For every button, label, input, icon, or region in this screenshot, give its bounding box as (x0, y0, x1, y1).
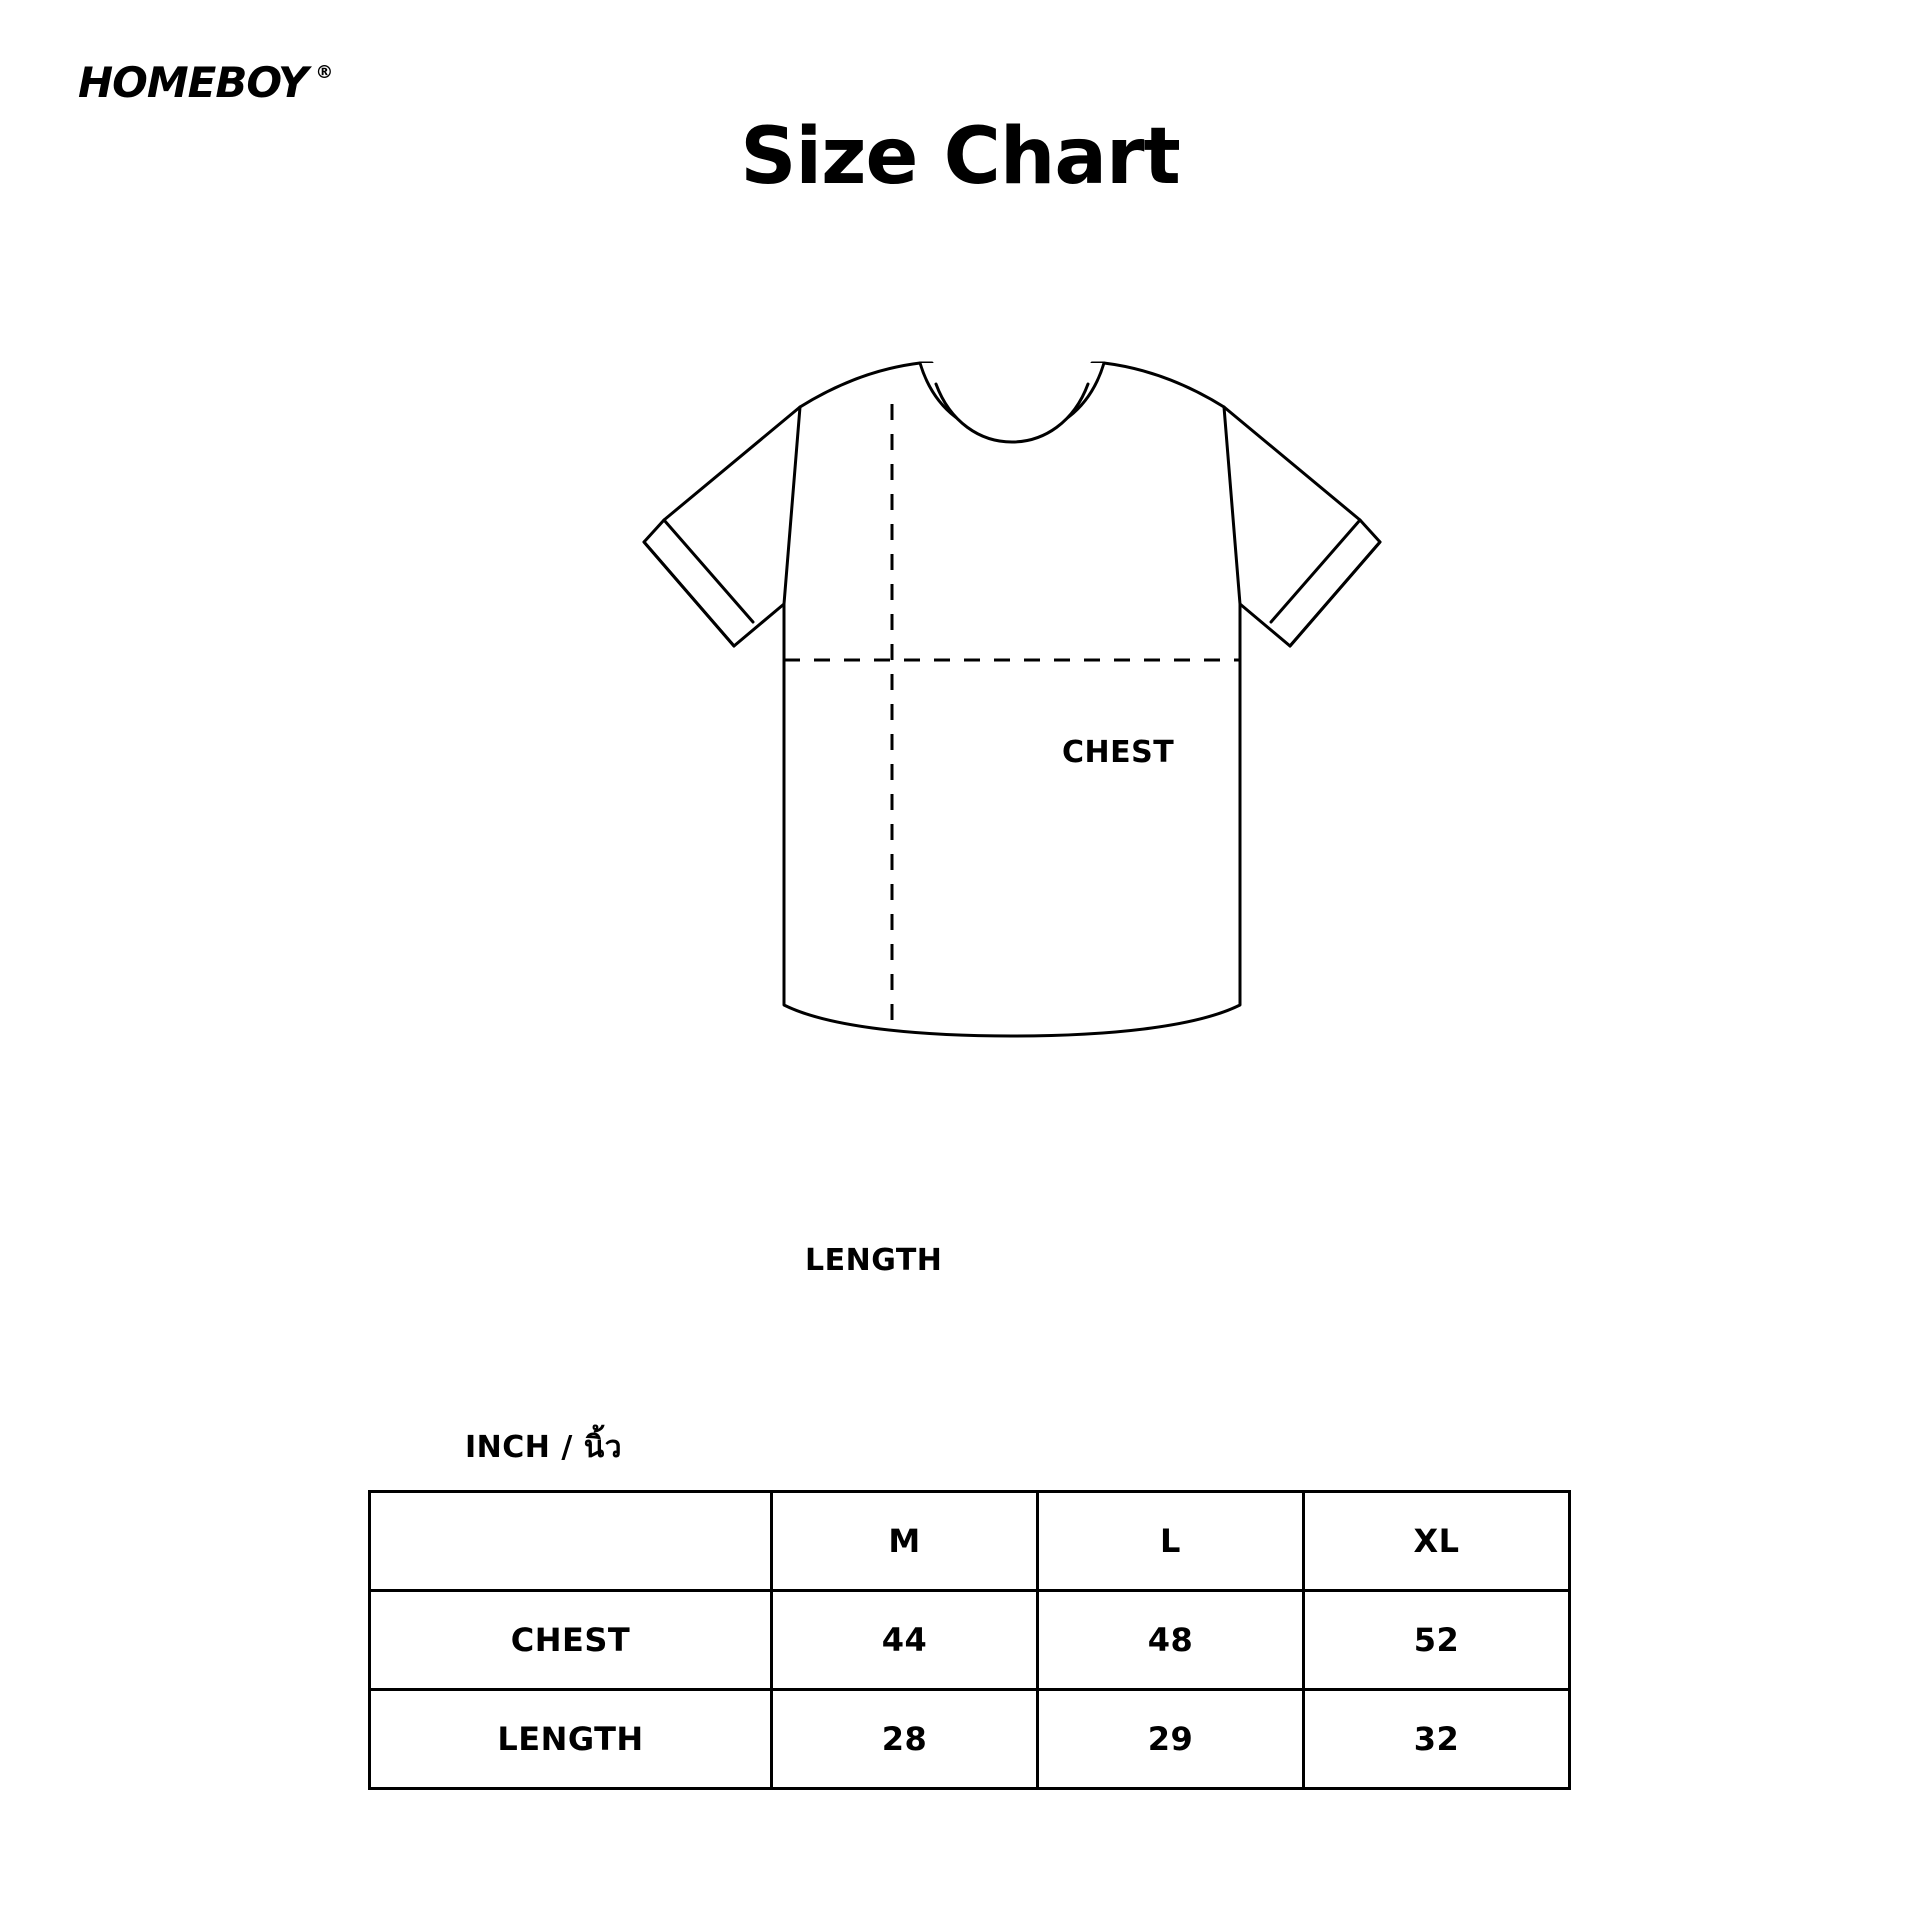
cell-length-m: 28 (772, 1690, 1038, 1789)
table-header-row (370, 1492, 1570, 1591)
column-header-xl: XL (1304, 1492, 1570, 1591)
cell-chest-m: 44 (772, 1591, 1038, 1690)
registered-mark-icon: ® (315, 62, 334, 83)
units-caption: INCH / นิ้ว (465, 1430, 623, 1465)
table-row (370, 1591, 1570, 1690)
cell-length-l: 29 (1038, 1690, 1304, 1789)
size-table (368, 1490, 1571, 1790)
length-measurement-label: LENGTH (805, 1243, 943, 1278)
chest-measurement-label: CHEST (1062, 735, 1175, 770)
column-header-l: L (1038, 1492, 1304, 1591)
tshirt-diagram (500, 360, 1430, 1160)
page-title: Size Chart (740, 112, 1180, 202)
column-header-m: M (772, 1492, 1038, 1591)
cell-chest-xl: 52 (1304, 1591, 1570, 1690)
row-label-length: LENGTH (370, 1690, 772, 1789)
table-corner-cell (370, 1492, 772, 1591)
brand-name: HOMEBOY (78, 58, 308, 107)
cell-chest-l: 48 (1038, 1591, 1304, 1690)
cell-length-xl: 32 (1304, 1690, 1570, 1789)
brand-logo (78, 58, 334, 107)
table-row (370, 1690, 1570, 1789)
row-label-chest: CHEST (370, 1591, 772, 1690)
